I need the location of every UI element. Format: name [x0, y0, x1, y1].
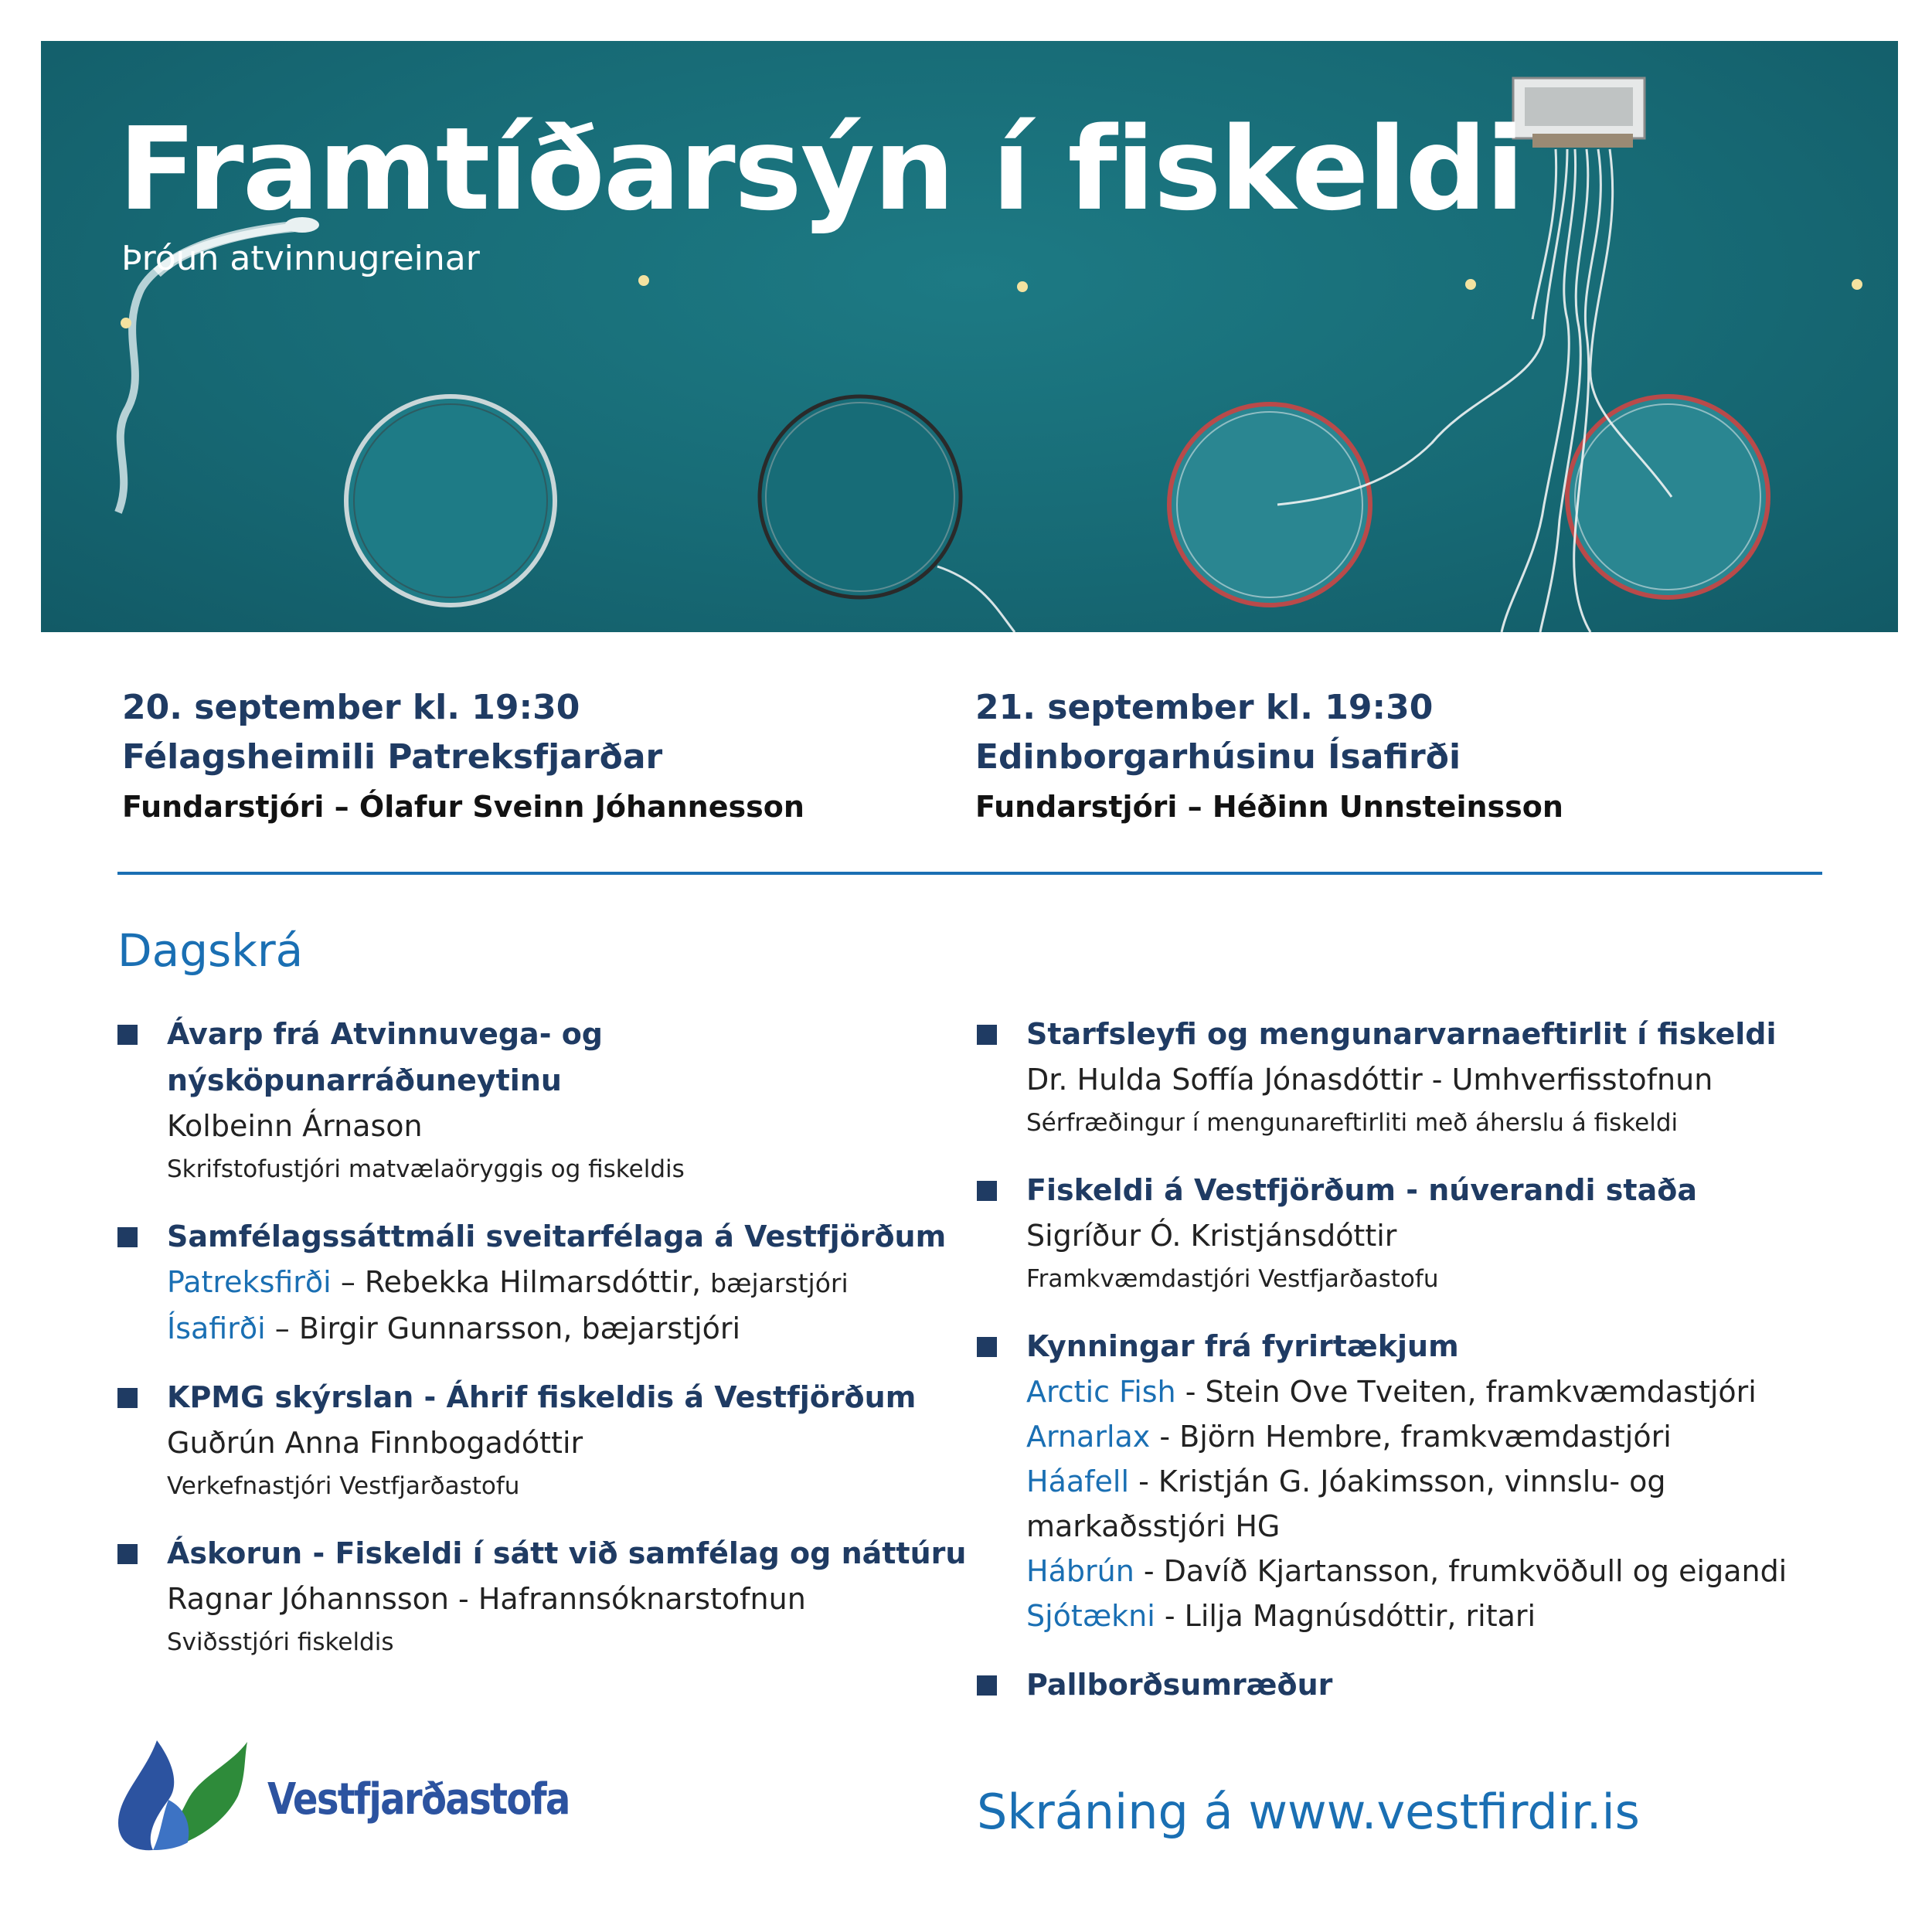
company-line: [1026, 1594, 1811, 1638]
event-chair: Fundarstjóri – Héðinn Unnsteinsson: [975, 790, 1563, 824]
agenda-item-title: Ávarp frá Atvinnuvega- og nýsköpunarráðuneytinu: [167, 1017, 604, 1097]
event-chair: Fundarstjóri – Ólafur Sveinn Jóhannesson: [122, 790, 804, 824]
company-name: Háafell: [1026, 1464, 1130, 1498]
agenda-item: [977, 1011, 1811, 1144]
agenda-speaker: Ragnar Jóhannsson - Hafrannsóknarstofnun: [167, 1582, 806, 1616]
event-venue: Félagsheimili Patreksfjarðar: [122, 737, 663, 777]
event-patreksfjordur: [122, 683, 972, 832]
square-bullet-icon: [117, 1388, 138, 1408]
hero-title: Framtíðarsýn í fiskeldi: [118, 103, 1523, 236]
company-speaker: - Davíð Kjartansson, frumkvöðull og eigandi: [1134, 1554, 1787, 1588]
agenda-item: [117, 1530, 967, 1663]
company-line: [1026, 1549, 1811, 1594]
agenda-item: [117, 1011, 952, 1190]
square-bullet-icon: [117, 1544, 138, 1564]
municipality-name: Patreksfirði: [167, 1265, 332, 1299]
agenda-speaker: Kolbeinn Árnason: [167, 1109, 423, 1143]
logo-wordmark: Vestfjarðastofa: [267, 1774, 570, 1825]
feed-barge: [1513, 78, 1645, 148]
speaker-name: – Birgir Gunnarsson, bæjarstjóri: [265, 1311, 741, 1345]
square-bullet-icon: [117, 1227, 138, 1247]
agenda-item: [977, 1167, 1811, 1300]
agenda-title: Dagskrá: [117, 924, 304, 977]
fish-pen-1: [346, 396, 555, 605]
speaker-role: bæjarstjóri: [710, 1268, 849, 1298]
fish-pen-2: [760, 396, 1015, 632]
agenda-item: [977, 1323, 1811, 1638]
agenda-item-title: Kynningar frá fyrirtækjum: [1026, 1329, 1459, 1363]
square-bullet-icon: [977, 1337, 997, 1357]
company-line: [1026, 1459, 1811, 1504]
agenda-speaker: Dr. Hulda Soffía Jónasdóttir - Umhverfisstofnun: [1026, 1063, 1713, 1097]
registration-link[interactable]: Skráning á www.vestfirdir.is: [977, 1784, 1640, 1840]
company-line: [1026, 1504, 1811, 1549]
agenda-item: [117, 1374, 952, 1507]
company-name: Arnarlax: [1026, 1420, 1151, 1454]
square-bullet-icon: [977, 1675, 997, 1696]
company-name: Hábrún: [1026, 1554, 1134, 1588]
agenda-speaker: [167, 1260, 952, 1306]
agenda-item-title: Starfsleyfi og mengunarvarnaeftirlit í fiskeldi: [1026, 1017, 1777, 1051]
agenda-role: Skrifstofustjóri matvælaöryggis og fiskeldis: [167, 1155, 685, 1183]
hero-subtitle: Þróun atvinnugreinar: [121, 239, 480, 278]
agenda-item-title: KPMG skýrslan - Áhrif fiskeldis á Vestfjörðum: [167, 1380, 917, 1414]
agenda-role: Sérfræðingur í mengunareftirliti með áherslu á fiskeldi: [1026, 1109, 1679, 1137]
company-line: [1026, 1369, 1811, 1414]
company-speaker: - Lilja Magnúsdóttir, ritari: [1155, 1599, 1536, 1633]
agenda-speaker: Guðrún Anna Finnbogadóttir: [167, 1426, 583, 1460]
company-speaker: - Kristján G. Jóakimsson, vinnslu- og: [1129, 1464, 1666, 1498]
square-bullet-icon: [977, 1025, 997, 1045]
company-speaker: - Stein Ove Tveiten, framkvæmdastjóri: [1175, 1375, 1757, 1409]
agenda-speaker: [167, 1306, 952, 1351]
fish-pen-3: [1169, 404, 1370, 605]
agenda-column-left: [117, 1011, 967, 1686]
company-name: Arctic Fish: [1026, 1375, 1176, 1409]
agenda-speaker: Sigríður Ó. Kristjánsdóttir: [1026, 1219, 1397, 1253]
agenda-role: Sviðsstjóri fiskeldis: [167, 1628, 394, 1656]
square-bullet-icon: [117, 1025, 138, 1045]
fish-pen-4: [1567, 396, 1768, 597]
agenda-column-right: [977, 1011, 1811, 1731]
event-isafjordur: [975, 683, 1825, 832]
company-line: [1026, 1414, 1811, 1459]
event-date: 21. september kl. 19:30: [975, 688, 1434, 727]
speaker-name: – Rebekka Hilmarsdóttir,: [331, 1265, 711, 1299]
company-name: Sjótækni: [1026, 1599, 1155, 1633]
square-bullet-icon: [977, 1181, 997, 1201]
vestfjardastofa-logo-icon: [114, 1734, 250, 1854]
divider: [117, 872, 1822, 875]
agenda-item-title: Fiskeldi á Vestfjörðum - núverandi staða: [1026, 1173, 1697, 1207]
municipality-name: Ísafirði: [167, 1311, 266, 1345]
company-speaker: - Björn Hembre, framkvæmdastjóri: [1150, 1420, 1672, 1454]
agenda-item: [977, 1662, 1811, 1708]
agenda-item-title: Pallborðsumræður: [1026, 1668, 1333, 1702]
hero-banner: [41, 41, 1898, 632]
event-date: 20. september kl. 19:30: [122, 688, 580, 727]
agenda-item-title: Samfélagssáttmáli sveitarfélaga á Vestfjörðum: [167, 1219, 947, 1253]
agenda-item-title: Áskorun - Fiskeldi í sátt við samfélag og náttúru: [167, 1536, 967, 1570]
agenda-item: [117, 1213, 952, 1351]
company-speaker: markaðsstjóri HG: [1026, 1509, 1281, 1543]
agenda-role: Verkefnastjóri Vestfjarðastofu: [167, 1472, 520, 1500]
agenda-role: Framkvæmdastjóri Vestfjarðastofu: [1026, 1265, 1439, 1293]
event-venue: Edinborgarhúsinu Ísafirði: [975, 737, 1461, 777]
